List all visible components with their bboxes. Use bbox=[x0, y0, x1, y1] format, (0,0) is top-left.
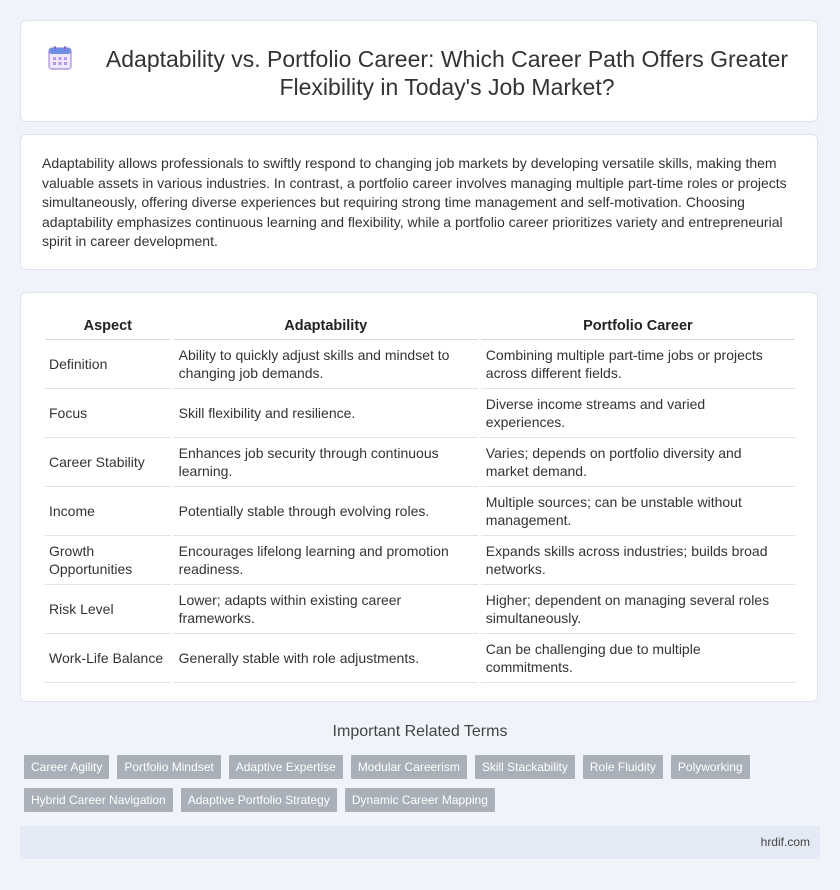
table-row bbox=[45, 438, 795, 487]
row-aspect: Career Stability bbox=[45, 438, 171, 487]
table-row bbox=[45, 487, 795, 536]
row-adaptability: Lower; adapts within existing career frameworks. bbox=[174, 585, 478, 634]
related-term-tag[interactable]: Role Fluidity bbox=[583, 755, 663, 779]
related-term-tag[interactable]: Career Agility bbox=[24, 755, 109, 779]
row-adaptability: Encourages lifelong learning and promotion readiness. bbox=[174, 536, 478, 585]
related-terms-heading: Important Related Terms bbox=[332, 723, 508, 740]
row-portfolio-career: Combining multiple part-time jobs or projects across different fields. bbox=[481, 340, 795, 389]
row-portfolio-career: Diverse income streams and varied experiences. bbox=[481, 389, 795, 438]
page-title: Adaptability vs. Portfolio Career: Which Career Path Offers Greater Flexibility in Today's Job Market? bbox=[105, 46, 789, 100]
calendar-icon bbox=[47, 45, 73, 71]
table-header-row bbox=[45, 315, 795, 340]
row-aspect: Growth Opportunities bbox=[45, 536, 171, 585]
row-aspect: Work-Life Balance bbox=[45, 634, 171, 683]
table-row bbox=[45, 585, 795, 634]
comparison-table bbox=[42, 315, 798, 683]
related-term-tag[interactable]: Adaptive Portfolio Strategy bbox=[181, 788, 337, 812]
row-aspect: Focus bbox=[45, 389, 171, 438]
row-portfolio-career: Multiple sources; can be unstable without management. bbox=[481, 487, 795, 536]
row-adaptability: Ability to quickly adjust skills and mindset to changing job demands. bbox=[174, 340, 478, 389]
row-portfolio-career: Expands skills across industries; builds broad networks. bbox=[481, 536, 795, 585]
comparison-card bbox=[20, 292, 818, 702]
header-portfolio-career: Portfolio Career bbox=[481, 315, 795, 340]
title-card bbox=[20, 20, 818, 122]
row-portfolio-career: Varies; depends on portfolio diversity and market demand. bbox=[481, 438, 795, 487]
row-portfolio-career: Higher; dependent on managing several roles simultaneously. bbox=[481, 585, 795, 634]
related-terms-list bbox=[24, 755, 804, 812]
intro-card bbox=[20, 134, 818, 270]
intro-paragraph: Adaptability allows professionals to swiftly respond to changing job markets by developing versatile skills, making them valuable assets in various industries. In contrast, a portfolio career involves managing multiple part-time roles or projects simultaneously, offering diverse experiences but requiring strong time management and self-motivation. Choosing adaptability emphasizes continuous learning and flexibility, while a portfolio career prioritizes variety and entrepreneurial spirit in career development. bbox=[42, 155, 787, 249]
related-term-tag[interactable]: Portfolio Mindset bbox=[117, 755, 220, 779]
related-term-tag[interactable]: Hybrid Career Navigation bbox=[24, 788, 173, 812]
header-adaptability: Adaptability bbox=[174, 315, 478, 340]
header-aspect: Aspect bbox=[45, 315, 171, 340]
row-portfolio-career: Can be challenging due to multiple commitments. bbox=[481, 634, 795, 683]
row-adaptability: Potentially stable through evolving roles. bbox=[174, 487, 478, 536]
related-term-tag[interactable]: Adaptive Expertise bbox=[229, 755, 343, 779]
table-row bbox=[45, 389, 795, 438]
footer-site-link[interactable]: hrdif.com bbox=[760, 835, 810, 849]
row-adaptability: Generally stable with role adjustments. bbox=[174, 634, 478, 683]
related-term-tag[interactable]: Dynamic Career Mapping bbox=[345, 788, 495, 812]
table-row bbox=[45, 634, 795, 683]
table-row bbox=[45, 536, 795, 585]
row-adaptability: Skill flexibility and resilience. bbox=[174, 389, 478, 438]
related-term-tag[interactable]: Polyworking bbox=[671, 755, 750, 779]
row-aspect: Definition bbox=[45, 340, 171, 389]
related-term-tag[interactable]: Modular Careerism bbox=[351, 755, 467, 779]
row-aspect: Risk Level bbox=[45, 585, 171, 634]
row-aspect: Income bbox=[45, 487, 171, 536]
related-term-tag[interactable]: Skill Stackability bbox=[475, 755, 575, 779]
row-adaptability: Enhances job security through continuous learning. bbox=[174, 438, 478, 487]
footer bbox=[20, 826, 820, 859]
table-row bbox=[45, 340, 795, 389]
